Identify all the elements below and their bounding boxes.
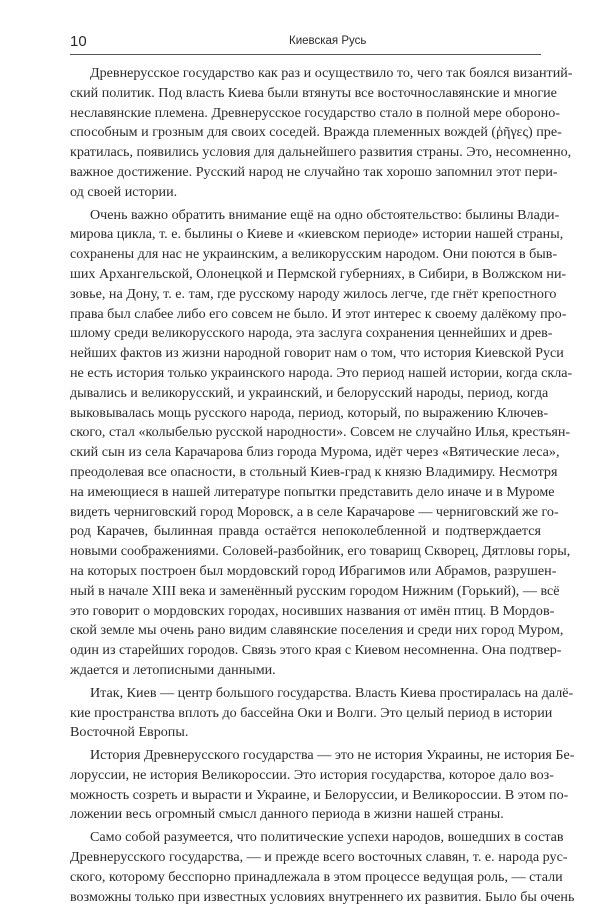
running-title: Киевская Русь xyxy=(289,35,367,47)
text-line: на имеющиеся в нашей литературе попытки представить дело иначе и в Муроме xyxy=(70,483,555,500)
text-line: История Древнерусского государства — это не история Украины, не история Бе- xyxy=(90,747,575,764)
text-line: можность созреть и вырасти и Украине, и Белоруссии, и Великороссии. В этом по- xyxy=(70,786,569,803)
text-line: род Карачев, былинная правда остаётся непоколебленной и подтверждается xyxy=(70,523,541,540)
text-line: лоруссии, не история Великороссии. Это история государства, которое дало воз- xyxy=(70,766,554,783)
text-line: дывались и великорусский, и украинский, и белорусский народы, период, когда xyxy=(70,384,549,401)
text-line: кратилась, появились условия для дальнейшего развития страны. Это, несомненно, xyxy=(70,144,572,161)
text-line: ского, которому бесспорно принадлежала в этом процессе ведущая роль, — стали xyxy=(70,868,563,885)
text-line: шлому среди великорусского народа, эта заслуга сохранения ценнейших и древ- xyxy=(70,325,553,342)
text-line: важное достижение. Русский народ не случайно так хорошо запомнил этот пери- xyxy=(70,163,558,180)
paragraph xyxy=(70,206,573,681)
page-number: 10 xyxy=(70,33,87,50)
text-line: од своей истории. xyxy=(70,183,178,200)
text-line: зовье, на Дону, т. е. там, где русскому народу жилось легче, где гнёт крепостного xyxy=(70,285,557,302)
text-line: способным и грозным для своих соседей. Вражда племенных вождей (ῥῆγες) пре- xyxy=(70,124,562,141)
text-line: преодолевая все опасности, в стольный Киев-град к князю Владимиру. Несмотря xyxy=(70,463,558,480)
paragraph xyxy=(70,684,574,743)
text-line: Само собой разумеется, что политические успехи народов, вошедших в состав xyxy=(90,829,564,846)
text-line: ный в начале XIII века и заменённый русским городом Нижним (Горький), — всё xyxy=(70,582,560,599)
text-line: Древнерусского государства, — и прежде всего восточных славян, т. е. народа рус- xyxy=(70,849,568,866)
text-line: выковывалась мощь русского народа, период, который, по выражению Ключев- xyxy=(70,404,549,421)
paragraph xyxy=(70,828,575,907)
text-line: Очень важно обратить внимание ещё на одно обстоятельство: былины Влади- xyxy=(90,206,560,223)
paragraph xyxy=(70,64,573,203)
page-header xyxy=(70,30,541,55)
text-line: права был слабее либо его совсем не было. И этот интерес к своему далёкому про- xyxy=(70,305,567,322)
text-line: на которых построен был мордовский город Ибрагимов или Абрамов, разрушен- xyxy=(70,562,557,579)
text-line: ждается и летописными данными. xyxy=(70,661,276,678)
text-line: Восточной Европы. xyxy=(70,724,189,741)
text-line: мирова цикла, т. е. былины о Киеве и «киевском периоде» истории нашей страны, xyxy=(70,226,564,243)
text-line: ский сын из села Карачарова близ города Мурома, идёт через «Вятические леса», xyxy=(70,444,560,461)
text-line: ский политик. Под власть Киева были втянуты все восточнославянские и многие xyxy=(70,84,557,101)
text-line: ших Архангельской, Олонецкой и Пермской губерниях, в Сибири, в Волжском ни- xyxy=(70,265,567,282)
text-line: ской земле мы очень рано видим славянские поселения и среди них город Муром, xyxy=(70,622,564,639)
text-line: видеть черниговский город Моровск, а в селе Карачарове — черниговский же го- xyxy=(70,503,559,520)
text-line: это говорит о мордовских городах, носивших названия от имён птиц. В Мордов- xyxy=(70,602,555,619)
text-line: возможны только при известных условиях внутреннего их развития. Было бы очень xyxy=(70,888,575,905)
text-line: не есть история только украинского народа. Это период нашей истории, когда скла- xyxy=(70,364,573,381)
text-line: Итак, Киев — центр большого государства. Власть Киева простиралась на далё- xyxy=(90,684,574,701)
text-line: один из старейших городов. Связь этого края с Киевом несомненна. Она подтвер- xyxy=(70,642,562,659)
text-line: ложении весь огромный смысл данного периода в жизни нашей страны. xyxy=(70,806,504,823)
text-line: новыми соображениями. Соловей-разбойник, его товарищ Скворец, Дятловы горы, xyxy=(70,543,571,560)
text-line: сохранены для нас не украинским, а великорусским народом. Они поются в быв- xyxy=(70,246,558,263)
body-text xyxy=(70,64,575,910)
text-line: кие пространства вплоть до бассейна Оки и Волги. Это целый период в истории xyxy=(70,704,553,721)
text-line: нейших фактов из жизни народной говорит нам о том, что история Киевской Руси xyxy=(70,345,564,362)
text-line: ского, стал «колыбелью русской народности». Совсем не случайно Илья, крестьян- xyxy=(70,424,571,441)
paragraph xyxy=(70,746,575,825)
text-line: Древнерусское государство как раз и осуществило то, чего так боялся византий- xyxy=(90,65,573,81)
text-line: неславянские племена. Древнерусское государство стало в полной мере обороно- xyxy=(70,104,560,121)
